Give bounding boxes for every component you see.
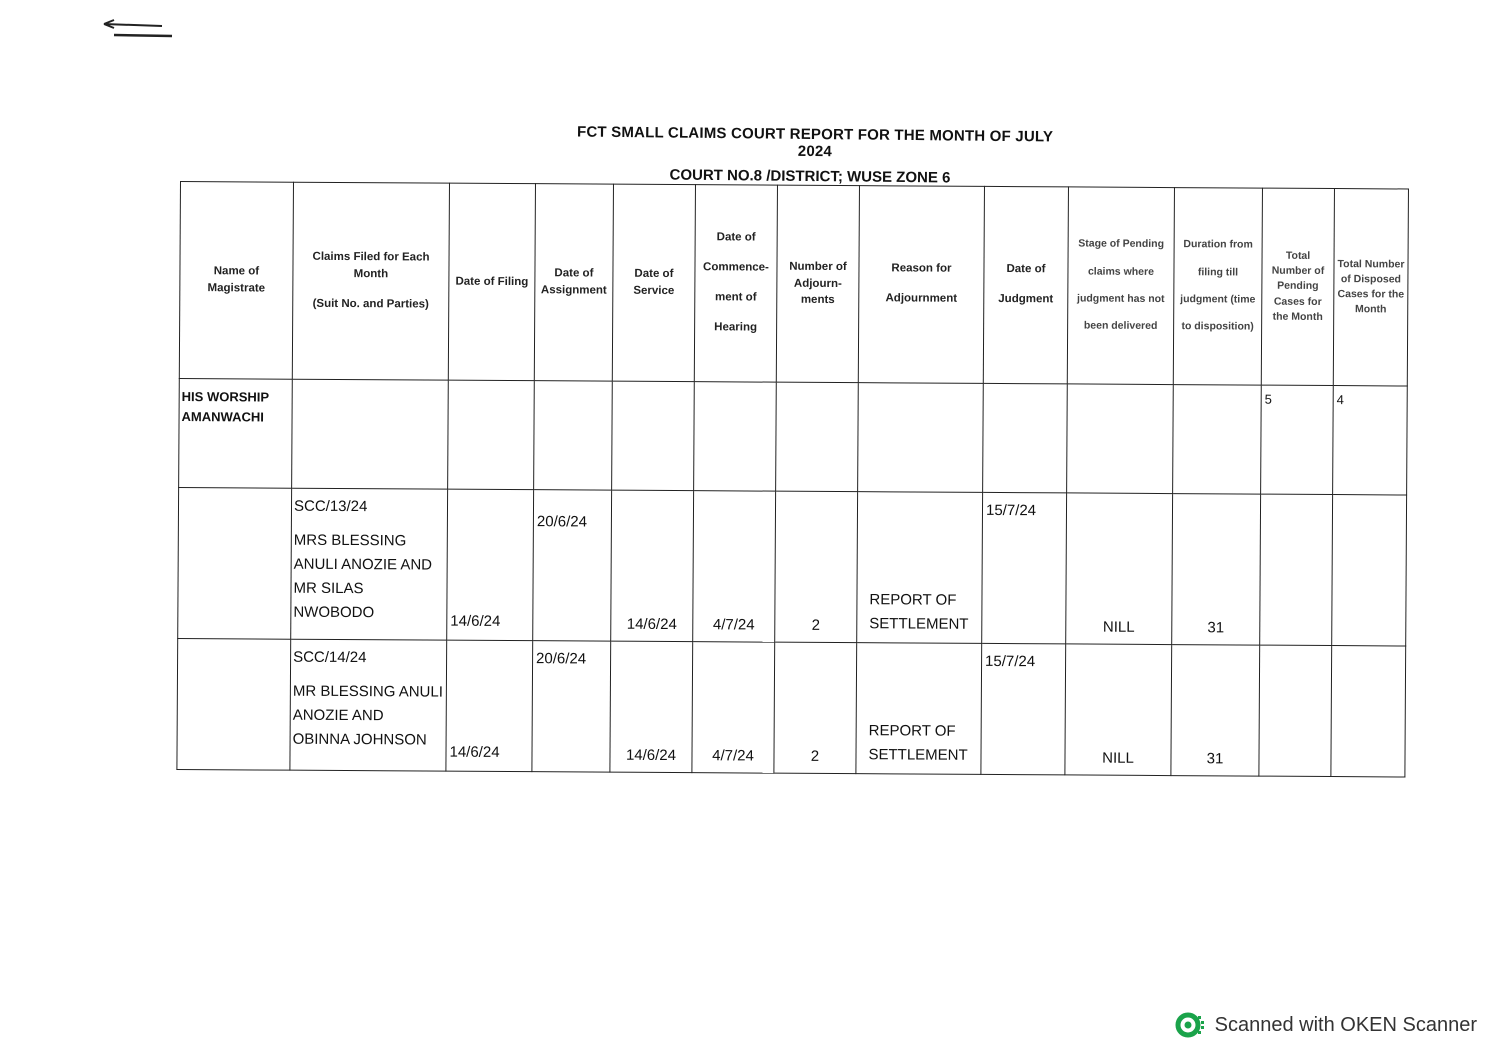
claim-parties: MR BLESSING ANULI ANOZIE AND OBINNA JOHNSON (292, 682, 443, 749)
corner-arrow-mark (102, 18, 174, 40)
date-filing-cell (446, 640, 533, 772)
stage-cell (1066, 493, 1173, 645)
pending-total-cell (1261, 385, 1334, 494)
header-date-service: Date of Service (612, 184, 695, 381)
empty-cell (1260, 494, 1333, 645)
judgment-date: 15/7/24 (985, 652, 1036, 671)
empty-cell (1067, 384, 1174, 494)
table-row (177, 638, 1406, 776)
judgment-cell (981, 643, 1066, 775)
empty-cell (534, 381, 613, 490)
duration-days: 31 (1207, 619, 1225, 637)
date-filing-cell (447, 489, 534, 641)
empty-cell (858, 383, 984, 493)
claim-parties: MRS BLESSING ANULI ANOZIE AND MR SILAS NWOBODO (293, 531, 433, 622)
header-date-filing: Date of Filing (448, 183, 535, 381)
header-duration-text: Duration from filing till judgment (time to disposition) (1180, 238, 1256, 333)
header-judgment (983, 186, 1068, 384)
adjournments-cell (775, 491, 858, 642)
empty-cell (292, 379, 449, 489)
commencement-date: 4/7/24 (712, 747, 754, 765)
table-row (178, 487, 1407, 645)
empty-cell (1259, 645, 1332, 776)
duration-days: 31 (1206, 750, 1224, 768)
header-row (179, 182, 1408, 386)
adjournments-cell (774, 642, 857, 773)
date-assignment-cell (532, 641, 611, 772)
date-service: 14/6/24 (626, 615, 677, 634)
reason-cell (857, 492, 983, 644)
empty-cell (1332, 495, 1407, 646)
disposed-total-value: 4 (1336, 392, 1344, 408)
stage-cell (1065, 644, 1172, 776)
date-filing: 14/6/24 (449, 743, 500, 761)
header-commencement-text: Date of Commence-ment of Hearing (703, 231, 769, 334)
magistrate-cell (179, 378, 293, 488)
commencement-date: 4/7/24 (712, 616, 755, 634)
header-stage-text: Stage of Pending claims where judgment has not been delivered (1077, 237, 1165, 333)
date-assignment: 20/6/24 (536, 650, 587, 668)
watermark-text: Scanned with OKEN Scanner (1214, 1013, 1477, 1036)
date-assignment-cell (533, 490, 612, 641)
adjournment-reason: REPORT OF SETTLEMENT (868, 722, 968, 764)
header-judgment-text: Date of Judgment (998, 263, 1054, 306)
adjournment-reason: REPORT OF SETTLEMENT (869, 591, 969, 633)
header-reason-text: Reason for Adjournment (885, 262, 958, 305)
empty-cell (1173, 385, 1262, 495)
commencement-cell (692, 642, 775, 773)
disposed-total-cell (1333, 386, 1408, 495)
header-duration (1173, 188, 1262, 386)
date-service: 14/6/24 (625, 746, 677, 765)
claim-cell (291, 488, 448, 640)
header-adjournments: Number of Adjourn-ments (776, 185, 859, 382)
date-service-cell (610, 641, 693, 772)
magistrate-row (179, 378, 1408, 494)
header-date-assignment: Date of Assignment (534, 184, 613, 381)
magistrate-name: HIS WORSHIP AMANWACHI (181, 389, 269, 425)
header-claims-line2: (Suit No. and Parties) (312, 298, 429, 311)
adjournments-count: 2 (811, 616, 821, 634)
header-claims (292, 182, 449, 380)
reason-cell (856, 643, 982, 775)
duration-cell (1172, 494, 1261, 646)
empty-cell (177, 638, 291, 770)
judgment-cell (982, 492, 1067, 644)
header-claims-line1: Claims Filed for Each Month (312, 250, 430, 280)
report-table-wrapper (176, 181, 1408, 777)
court-subtitle: COURT NO.8 /DISTRICT; WUSE ZONE 6 (669, 166, 951, 187)
empty-cell (178, 487, 292, 639)
oken-scanner-logo-icon (1175, 1010, 1205, 1040)
suit-number: SCC/13/24 (293, 497, 368, 516)
scanner-watermark (1175, 1010, 1477, 1040)
report-table (176, 181, 1409, 777)
empty-cell (1331, 646, 1406, 777)
claim-cell (290, 639, 447, 771)
empty-cell (612, 381, 695, 490)
empty-cell (776, 382, 859, 491)
suit-number: SCC/14/24 (293, 648, 367, 667)
header-commencement (694, 185, 777, 382)
duration-cell (1171, 645, 1260, 777)
header-reason (858, 186, 984, 384)
date-service-cell (611, 490, 694, 641)
judgment-date: 15/7/24 (985, 501, 1037, 520)
pending-total-value: 5 (1264, 391, 1272, 407)
empty-cell (694, 382, 777, 491)
pending-stage: NILL (1102, 618, 1135, 636)
date-filing: 14/6/24 (450, 612, 501, 630)
header-pending-total: Total Number of Pending Cases for the Month (1261, 188, 1334, 385)
header-disposed-total: Total Number of Disposed Cases for the Month (1333, 189, 1408, 386)
report-title: FCT SMALL CLAIMS COURT REPORT FOR THE MONTH OF JULY 2024 (576, 123, 1054, 161)
adjournments-count: 2 (810, 747, 820, 765)
header-magistrate: Name of Magistrate (179, 182, 293, 380)
date-assignment: 20/6/24 (536, 513, 588, 531)
pending-stage: NILL (1102, 749, 1134, 767)
empty-cell (983, 383, 1068, 493)
header-stage (1067, 187, 1174, 385)
empty-cell (448, 380, 535, 490)
commencement-cell (693, 491, 776, 642)
